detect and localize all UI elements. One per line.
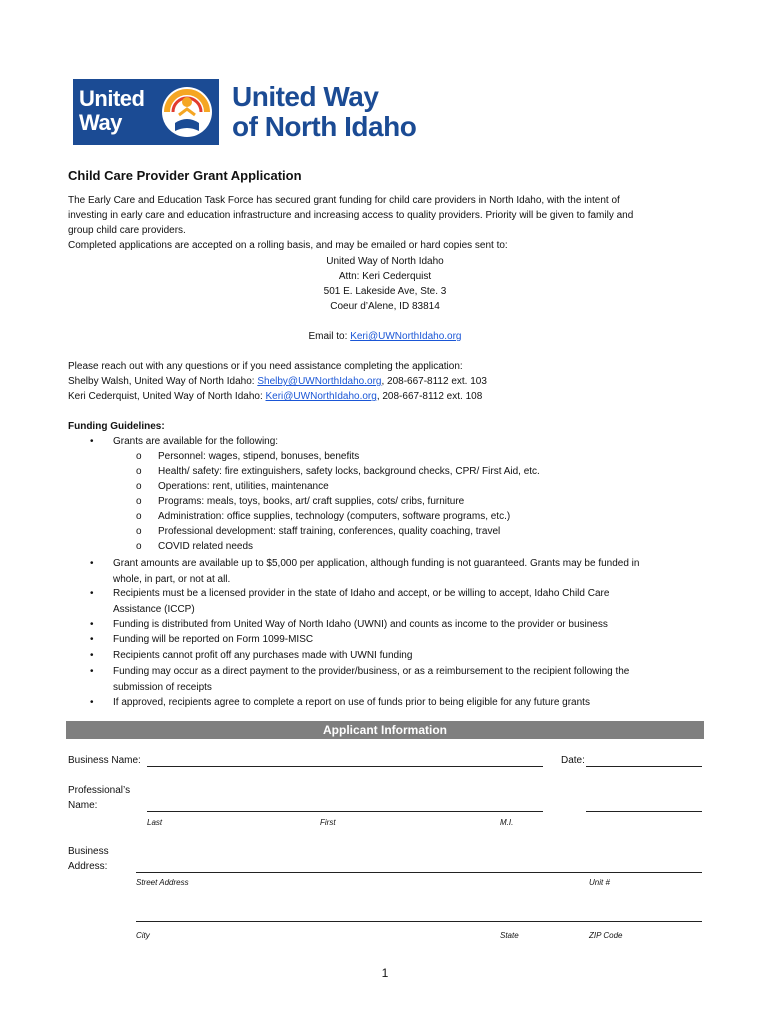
guideline-bullet-line: whole, in part, or not at all. xyxy=(113,573,231,585)
bullet-icon: • xyxy=(90,650,94,661)
contact-keri-prefix: Keri Cederquist, United Way of North Idaho: xyxy=(68,391,266,402)
logo-box-line1: United xyxy=(79,86,145,111)
contact-shelby-prefix: Shelby Walsh, United Way of North Idaho: xyxy=(68,376,258,387)
bullet-icon: • xyxy=(90,436,94,447)
sub-item: Professional development: staff training, conferences, quality coaching, travel xyxy=(158,526,501,537)
bullet-icon: • xyxy=(90,666,94,677)
last-name-caption: Last xyxy=(147,818,163,827)
date-label: Date: xyxy=(561,755,585,766)
guideline-bullet-line: Assistance (ICCP) xyxy=(113,603,195,615)
sub-bullet-icon: o xyxy=(136,526,142,537)
bullet-icon: • xyxy=(90,634,94,645)
intro-line-2: investing in early care and education infrastructure and increasing access to quality providers. Priority will be given to family and xyxy=(68,210,634,221)
unit-caption: Unit # xyxy=(589,878,610,887)
guideline-bullet: If approved, recipients agree to complete a report on use of funds prior to being eligible for any future grants xyxy=(113,697,590,708)
applicant-section-header: Applicant Information xyxy=(66,721,704,739)
sub-item: Administration: office supplies, technology (computers, software programs, etc.) xyxy=(158,511,511,522)
intro-line-4: Completed applications are accepted on a rolling basis, and may be emailed or hard copies sent to: xyxy=(68,240,508,251)
intro-line-1: The Early Care and Education Task Force has secured grant funding for child care providers in North Idaho, with the intent of xyxy=(68,195,620,206)
professional-name-field[interactable] xyxy=(147,811,543,812)
guidelines-heading: Funding Guidelines: xyxy=(68,421,165,432)
guideline-bullet-line: Recipients must be a licensed provider in the state of Idaho and accept, or be willing to accept, Idaho Child Care xyxy=(113,588,610,599)
professional-label-line1: Professional’s xyxy=(68,785,131,796)
guideline-bullet: Recipients cannot profit off any purchases made with UWNI funding xyxy=(113,650,413,661)
address-line-4: Coeur d’Alene, ID 83814 xyxy=(330,301,440,312)
city-state-zip-field[interactable] xyxy=(136,921,702,922)
guideline-bullet-line: submission of receipts xyxy=(113,681,212,693)
contact-keri-suffix: , 208-667-8112 ext. 108 xyxy=(376,391,483,402)
business-address-label-line2: Address: xyxy=(68,861,108,872)
united-way-logo-box xyxy=(73,79,219,145)
sub-item: Health/ safety: fire extinguishers, safety locks, background checks, CPR/ First Aid, etc. xyxy=(158,466,540,477)
street-address-caption: Street Address xyxy=(136,878,189,887)
professional-mi-field[interactable] xyxy=(586,811,702,812)
shelby-email-link[interactable]: Shelby@UWNorthIdaho.org xyxy=(257,376,382,387)
first-name-caption: First xyxy=(320,818,336,827)
bullet-icon: • xyxy=(90,558,94,569)
guideline-bullet-line: Funding may occur as a direct payment to the provider/business, or as a reimbursement to the recipient following the xyxy=(113,666,630,677)
guideline-first-bullet: Grants are available for the following: xyxy=(113,436,279,447)
sub-bullet-icon: o xyxy=(136,541,142,552)
professional-label-line2: Name: xyxy=(68,800,98,811)
contact-keri xyxy=(68,389,482,404)
email-to-link[interactable]: Keri@UWNorthIdaho.org xyxy=(350,331,462,342)
logo-wordmark-line1: United Way xyxy=(232,81,379,112)
address-line-1: United Way of North Idaho xyxy=(326,256,444,267)
email-to-label: Email to: xyxy=(308,331,351,342)
sub-bullet-icon: o xyxy=(136,451,142,462)
guideline-bullet: Funding will be reported on Form 1099-MISC xyxy=(113,634,314,645)
business-name-field[interactable] xyxy=(147,766,543,767)
united-way-emblem-icon xyxy=(161,85,213,139)
sub-bullet-icon: o xyxy=(136,466,142,477)
sub-item: Personnel: wages, stipend, bonuses, benefits xyxy=(158,451,360,462)
guideline-bullet xyxy=(113,586,703,617)
logo-box-line2: Way xyxy=(79,110,122,135)
business-address-label-line1: Business xyxy=(68,846,109,857)
state-caption: State xyxy=(500,931,519,940)
address-line-3: 501 E. Lakeside Ave, Ste. 3 xyxy=(323,286,447,297)
sub-bullet-icon: o xyxy=(136,496,142,507)
city-caption: City xyxy=(136,931,150,940)
street-address-field[interactable] xyxy=(136,872,702,873)
address-line-2: Attn: Keri Cederquist xyxy=(338,271,432,282)
logo-wordmark-line2: of North Idaho xyxy=(232,111,417,142)
page-title: Child Care Provider Grant Application xyxy=(68,168,302,183)
bullet-icon: • xyxy=(90,619,94,630)
sub-item: COVID related needs xyxy=(158,541,254,552)
guideline-bullet-line: Grant amounts are available up to $5,000 per application, although funding is not guaranteed. Grants may be funded in xyxy=(113,558,640,569)
zip-caption: ZIP Code xyxy=(589,931,623,940)
page-number: 1 xyxy=(381,966,389,980)
sub-bullet-icon: o xyxy=(136,511,142,522)
guideline-bullet xyxy=(113,556,703,587)
bullet-icon: • xyxy=(90,697,94,708)
sub-item: Operations: rent, utilities, maintenance xyxy=(158,481,329,492)
date-field[interactable] xyxy=(586,766,702,767)
business-name-label: Business Name: xyxy=(68,755,141,766)
contact-intro: Please reach out with any questions or if you need assistance completing the application: xyxy=(68,361,463,372)
contact-shelby-suffix: , 208-667-8112 ext. 103 xyxy=(381,376,487,387)
guideline-bullet xyxy=(113,664,703,695)
contact-shelby xyxy=(68,374,487,389)
bullet-icon: • xyxy=(90,588,94,599)
sub-bullet-icon: o xyxy=(136,481,142,492)
middle-initial-caption: M.I. xyxy=(500,818,514,827)
email-to-line xyxy=(0,329,770,344)
keri-email-link[interactable]: Keri@UWNorthIdaho.org xyxy=(265,391,377,402)
intro-line-3: group child care providers. xyxy=(68,225,186,236)
guideline-bullet: Funding is distributed from United Way of North Idaho (UWNI) and counts as income to the provider or business xyxy=(113,619,608,630)
sub-item: Programs: meals, toys, books, art/ craft supplies, cots/ cribs, furniture xyxy=(158,496,465,507)
